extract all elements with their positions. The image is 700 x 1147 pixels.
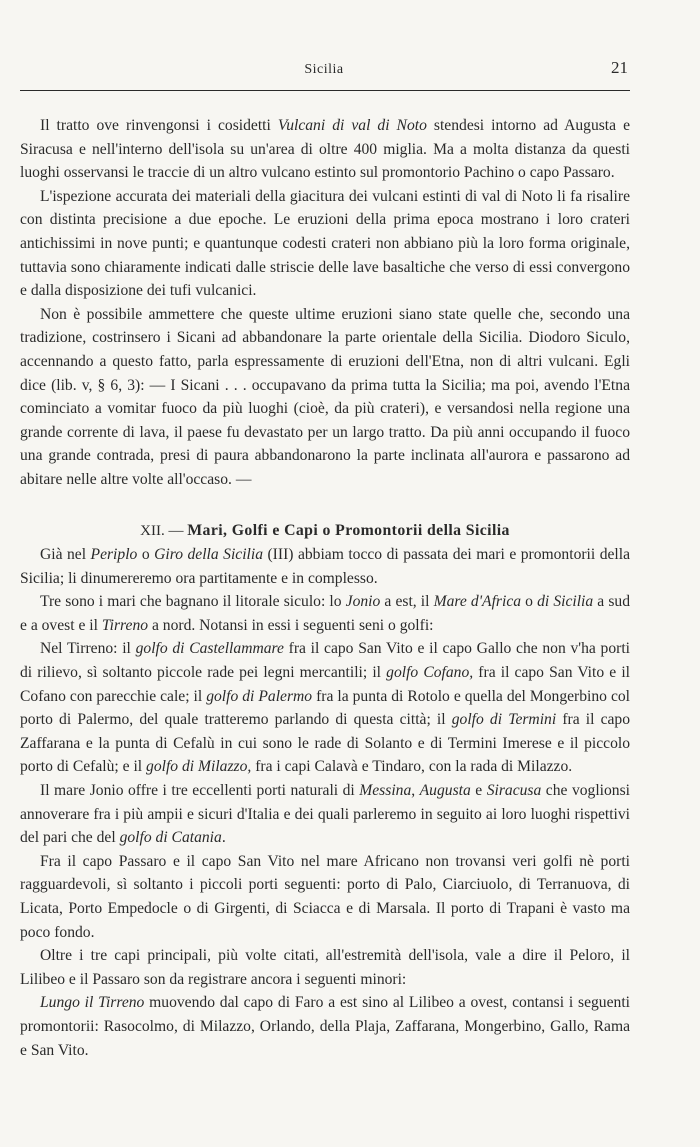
text-run: a nord. Notansi in essi i seguenti seni o golfi: bbox=[148, 616, 434, 634]
text-run: . bbox=[221, 829, 226, 847]
paragraph-promontorii bbox=[20, 991, 630, 1062]
text-run: Tre sono i mari che bagnano il litorale siculo: lo bbox=[40, 593, 346, 611]
italic-term: Tirreno bbox=[101, 616, 149, 634]
text-run: e bbox=[470, 782, 487, 800]
running-title: Sicilia bbox=[304, 62, 344, 77]
italic-term: Messina bbox=[359, 782, 412, 800]
section-number: XII. — bbox=[140, 522, 188, 539]
italic-term: Jonio bbox=[345, 593, 381, 611]
page-number: 21 bbox=[611, 58, 628, 77]
paragraph-mari bbox=[20, 590, 630, 637]
italic-term: Lungo il Tirreno bbox=[40, 994, 145, 1012]
paragraph-jonio bbox=[20, 779, 630, 850]
italic-term: golfo di Catania bbox=[119, 829, 222, 847]
text-run: muovendo dal capo di Faro a est sino al Lilibeo a ovest, contansi i seguenti promontorii: Rasocolmo, di Milazzo, Orlando, della Plaja, Zaffarana, Mongerbino, Gallo, Rama e San Vito. bbox=[20, 994, 630, 1059]
text-run: fra il capo San Vito e il Cofano con parecchie cale; il bbox=[20, 664, 630, 705]
text-run: , bbox=[411, 782, 420, 800]
italic-term: Augusta bbox=[419, 782, 471, 800]
paragraph-vulcani bbox=[20, 114, 630, 185]
paragraph-ispezione: L'ispezione accurata dei materiali della giacitura dei vulcani estinti di val di Noto li fa risalire con distinta precisione a due epoche. Le eruzioni della prima epoca mostrano i loro crateri antichissimi in nove punti; e quantunque codesti crateri non abbiano più la loro forma originale, tuttavia sono chiaramente indicati dalle striscie delle lave basaltiche che verso di essi convergono e dalla disposizione dei tufi vulcanici. bbox=[20, 187, 630, 300]
italic-term: Periplo bbox=[90, 546, 138, 564]
text-run: o bbox=[521, 593, 538, 611]
paragraph-periplo bbox=[20, 543, 630, 590]
italic-term: golfo di Milazzo, bbox=[146, 758, 252, 776]
page-body bbox=[20, 114, 630, 1062]
italic-term: Giro della Sicilia bbox=[154, 546, 263, 564]
paragraph-diodoro: Non è possibile ammettere che queste ultime eruzioni siano state quelle che, secondo una tradizione, costrinsero i Sicani ad abbandonare la parte orientale della Sicilia. Diodoro Siculo, accennando a questo fatto, parla espressamente di eruzioni dell'Etna, non di altri vulcani. Egli dice (lib. v, § 6, 3): — I Sicani . . . occupavano da prima tutta la Sicilia; ma poi, avendo l'Etna cominciato a vomitar fuoco da più luoghi (cioè, da più crateri), e versandosi nella regione una grande corrente di lava, il paese fu devastato per un largo tratto. Da più anni occupando il fuoco una grande contrada, presi di paura abbandonarono la parte inclinata all'aurora e passarono ad abitare nelle altre volte all'occaso. — bbox=[20, 305, 630, 488]
italic-term: golfo Cofano, bbox=[386, 664, 474, 682]
italic-term: golfo di Palermo bbox=[206, 687, 313, 705]
header-rule bbox=[20, 90, 630, 91]
section-title: Mari, Golfi e Capi o Promontorii della Sicilia bbox=[187, 521, 510, 539]
italic-term: golfo di Termini bbox=[451, 711, 557, 729]
italic-term: Mare d'Africa bbox=[433, 593, 522, 611]
text-run: fra la punta di Rotolo e quella del Mongerbino col porto di Palermo, del quale tratteremo parlando di questa città; il bbox=[20, 687, 630, 729]
text-run: Già nel bbox=[40, 546, 91, 564]
paragraph-africano: Fra il capo Passaro e il capo San Vito nel mare Africano non trovansi veri golfi nè porti ragguardevoli, sì soltanto i piccoli porti seguenti: porto di Palo, Ciarciuolo, di Terranuova, di Licata, Porto Empedocle o di Girgenti, di Sciacca e di Marsala. Il porto di Trapani è vasto ma poco fondo. bbox=[20, 852, 630, 941]
italic-term: di Sicilia bbox=[537, 593, 594, 611]
paragraph-tirreno bbox=[20, 637, 630, 779]
page-header bbox=[20, 58, 628, 82]
section-heading bbox=[20, 519, 630, 544]
text-run: fra i capi Calavà e Tindaro, con la rada di Milazzo. bbox=[251, 758, 573, 776]
italic-term: Vulcani di val di Noto bbox=[277, 117, 427, 134]
text-run: (III) abbiam tocco di passata dei mari e promontorii della Sicilia; li dinumereremo ora partitamente e in complesso. bbox=[20, 546, 631, 587]
paragraph-capi: Oltre i tre capi principali, più volte citati, all'estremità dell'isola, vale a dire il Peloro, il Lilibeo e il Passaro son da registrare ancora i seguenti minori: bbox=[20, 947, 630, 988]
text-run: Nel Tirreno: il bbox=[40, 640, 136, 658]
italic-term: golfo di Castellammare bbox=[135, 640, 284, 658]
text-run: fra il capo Zaffarana e la punta di Cefalù in cui sono le rade di Solanto e di Termini Imerese e il piccolo porto di Cefalù; e il bbox=[20, 711, 631, 776]
text-run: a est, il bbox=[380, 593, 434, 611]
italic-term: Siracusa bbox=[486, 782, 542, 800]
text-run: o bbox=[137, 546, 155, 564]
text-run: Il mare Jonio offre i tre eccellenti porti naturali di bbox=[40, 782, 360, 800]
text-run: fra il capo San Vito e il capo Gallo che non v'ha porti di rilievo, sì soltanto piccole rade pei legni mercantili; il bbox=[20, 640, 630, 682]
text-run: a sud e a ovest e il bbox=[20, 593, 631, 634]
text-run: stendesi intorno ad Augusta e Siracusa e nell'interno dell'isola su un'area di oltre 400 miglia. Ma a molta distanza da questi luoghi osservansi le traccie di un altro vulcano estinto sul promontorio Pachino o capo Passaro. bbox=[20, 117, 631, 182]
text-run: che voglionsi annoverare fra i più ampii e sicuri d'Italia e dei quali parleremo in seguito ai loro luoghi rispettivi del pari che del bbox=[20, 782, 630, 847]
text-run: Il tratto ove rinvengonsi i cosidetti bbox=[40, 117, 278, 134]
